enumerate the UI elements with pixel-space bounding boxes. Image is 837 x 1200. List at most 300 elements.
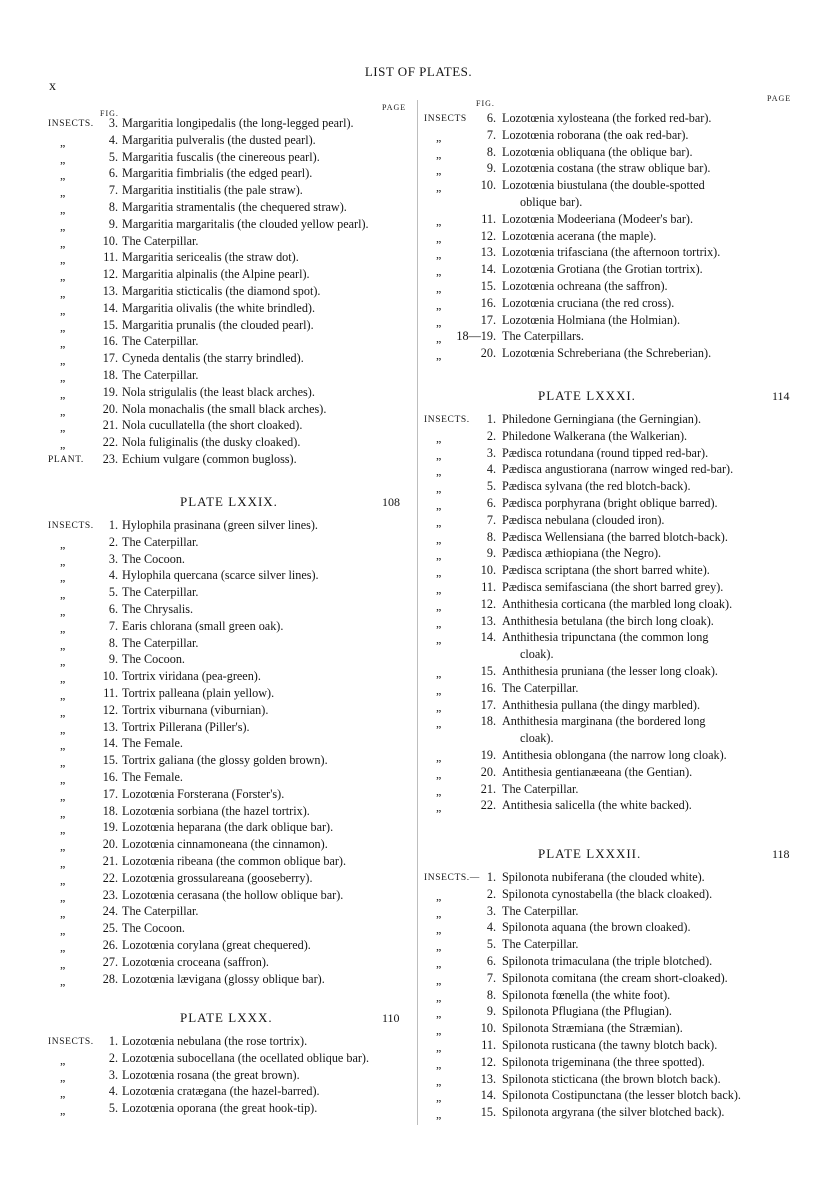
category-label: „ bbox=[60, 788, 66, 803]
plate-entry bbox=[418, 613, 830, 630]
entry-text: Margaritia stramentalis (the chequered straw). bbox=[122, 200, 347, 214]
entry-text: Margaritia fimbrialis (the edged pearl). bbox=[122, 166, 313, 181]
figure-number: 4. bbox=[108, 132, 118, 147]
figure-number: 11. bbox=[481, 211, 496, 226]
figure-number: 13. bbox=[480, 1071, 496, 1086]
figure-number: 4. bbox=[486, 920, 496, 935]
entry-text: Lozotœnia sorbiana (the hazel tortrix). bbox=[122, 803, 310, 818]
category-label: „ bbox=[436, 297, 442, 312]
category-label: „ bbox=[60, 286, 66, 300]
entry-text: Pædisca scriptana (the short barred white). bbox=[502, 563, 710, 578]
figure-number: 3. bbox=[486, 903, 496, 918]
figure-number: 14. bbox=[480, 630, 496, 645]
plate-entry bbox=[418, 1104, 830, 1121]
plate-entry bbox=[0, 417, 416, 434]
entry-text: Anthithesia corticana (the marbled long cloak). bbox=[502, 596, 733, 611]
category-label: „ bbox=[60, 353, 66, 368]
figure-number: 7. bbox=[108, 183, 118, 198]
plate-entry bbox=[0, 752, 416, 769]
category-label: „ bbox=[436, 447, 442, 462]
entry-text: Lozotœnia biustulana (the double-spotted bbox=[502, 178, 705, 193]
figure-number: 21. bbox=[102, 854, 118, 868]
figure-number: 18. bbox=[480, 714, 496, 729]
category-label: „ bbox=[436, 800, 442, 815]
category-label: „ bbox=[60, 721, 66, 736]
plate-entry bbox=[0, 1067, 416, 1084]
figure-number: 9. bbox=[486, 161, 496, 176]
category-label: „ bbox=[60, 437, 66, 452]
plate-entry bbox=[0, 300, 416, 317]
plate-entry bbox=[418, 1003, 830, 1020]
category-label: „ bbox=[436, 1107, 442, 1122]
category-label: „ bbox=[436, 498, 442, 512]
category-label: „ bbox=[60, 269, 66, 284]
entry-text: Pædisca semifasciana (the short barred grey). bbox=[502, 580, 724, 594]
entry-text: Lozotœnia acerana (the maple). bbox=[502, 228, 657, 243]
entry-text: Spilonota nubiferana (the clouded white). bbox=[502, 870, 705, 884]
figure-number: 22. bbox=[102, 870, 118, 885]
plate-entry bbox=[418, 797, 830, 814]
figure-number: 13. bbox=[480, 245, 496, 260]
category-label: „ bbox=[60, 973, 66, 988]
figure-number: 8. bbox=[108, 635, 118, 650]
entry-text: Lozotœnia heparana (the dark oblique bar). bbox=[122, 820, 334, 835]
figure-number: 9. bbox=[108, 216, 118, 231]
entry-text: Lozotœnia obliquana (the oblique bar). bbox=[502, 144, 693, 159]
category-label: „ bbox=[60, 553, 66, 568]
figure-number: 12. bbox=[102, 702, 118, 717]
figure-number: 9. bbox=[486, 546, 496, 561]
plate-page-number: 114 bbox=[772, 389, 790, 403]
category-label: „ bbox=[436, 565, 442, 580]
entry-text: Lozotœnia ochreana (the saffron). bbox=[502, 279, 668, 293]
category-label: „ bbox=[436, 264, 442, 279]
figure-number: 10. bbox=[102, 233, 118, 248]
entry-text: Margaritia alpinalis (the Alpine pearl). bbox=[122, 267, 310, 282]
figure-number: 22. bbox=[102, 435, 118, 450]
figure-number: 27. bbox=[102, 954, 118, 969]
category-label: „ bbox=[60, 688, 66, 702]
figure-number: 6. bbox=[486, 954, 496, 968]
plate-entry bbox=[0, 903, 416, 920]
plate-entry bbox=[0, 887, 416, 904]
figure-number: 6. bbox=[108, 602, 118, 616]
category-label: „ bbox=[436, 548, 442, 563]
category-label: „ bbox=[60, 570, 66, 585]
category-label: „ bbox=[436, 247, 442, 262]
entry-text: The Female. bbox=[122, 770, 183, 784]
figure-number: 4. bbox=[486, 462, 496, 477]
entry-text: Spilonota Costipunctana (the lesser blotch back). bbox=[502, 1088, 741, 1103]
figure-number: 20. bbox=[102, 401, 118, 416]
figure-number: 13. bbox=[102, 284, 118, 298]
category-label: „ bbox=[60, 822, 66, 837]
plate-entry bbox=[0, 954, 416, 971]
plate-entry bbox=[0, 182, 416, 199]
category-label: „ bbox=[60, 637, 66, 652]
plate-entry bbox=[418, 177, 830, 211]
figure-number: 14. bbox=[102, 736, 118, 751]
figure-number: 16. bbox=[102, 770, 118, 784]
category-label: „ bbox=[60, 218, 66, 233]
plate-entry bbox=[0, 333, 416, 350]
entry-text: Echium vulgare (common bugloss). bbox=[122, 452, 297, 466]
plate-entry bbox=[418, 512, 830, 529]
figure-number: 8. bbox=[486, 987, 496, 1002]
entry-text: Nola fuliginalis (the dusky cloaked). bbox=[122, 435, 301, 450]
category-label: „ bbox=[436, 1040, 442, 1054]
entry-text: Lozotœnia nebulana (the rose tortrix). bbox=[122, 1034, 308, 1048]
category-label: „ bbox=[60, 620, 66, 635]
entry-text: Spilonota trimaculana (the triple blotched). bbox=[502, 954, 713, 968]
plate-entry bbox=[418, 312, 830, 329]
entry-text: Lozotœnia trifasciana (the afternoon tortrix). bbox=[502, 245, 721, 260]
plate-page-number: 108 bbox=[382, 495, 400, 509]
category-label: „ bbox=[436, 582, 442, 596]
plate-entry bbox=[418, 328, 830, 345]
figure-number: 4. bbox=[108, 1084, 118, 1099]
entry-text: Lozotœnia costana (the straw oblique bar). bbox=[502, 161, 711, 176]
entry-text: The Caterpillar. bbox=[502, 937, 579, 952]
figure-number: 24. bbox=[102, 904, 118, 919]
entry-text: Tortrix palleana (plain yellow). bbox=[122, 686, 275, 700]
category-label: „ bbox=[60, 587, 66, 602]
entry-text: Margaritia sericealis (the straw dot). bbox=[122, 250, 299, 265]
plate-entry bbox=[0, 350, 416, 367]
entry-text: Margaritia prunalis (the clouded pearl). bbox=[122, 317, 314, 332]
category-label: „ bbox=[436, 180, 442, 195]
entry-text: Spilonota aquana (the brown cloaked). bbox=[502, 920, 691, 935]
plate-page-number: 110 bbox=[382, 1011, 400, 1025]
category-label: „ bbox=[60, 755, 66, 770]
figure-number: 18—19. bbox=[456, 329, 496, 344]
category-label: „ bbox=[60, 738, 66, 753]
category-label: „ bbox=[60, 403, 66, 418]
figure-number: 15. bbox=[480, 279, 496, 293]
entry-text: Lozotœnia grossulareana (gooseberry). bbox=[122, 870, 313, 885]
plate-entry bbox=[0, 635, 416, 652]
plate-entry bbox=[0, 836, 416, 853]
entry-text: Margaritia pulveralis (the dusted pearl). bbox=[122, 132, 316, 147]
figure-number: 6. bbox=[486, 496, 496, 510]
figure-number: 6. bbox=[108, 166, 118, 181]
figure-number: 8. bbox=[108, 200, 118, 214]
entry-text: The Caterpillar. bbox=[502, 680, 579, 695]
plate-entry bbox=[418, 680, 830, 697]
entry-continuation: cloak). bbox=[520, 731, 554, 746]
entry-text: Spilonota cynostabella (the black cloaked). bbox=[502, 886, 713, 901]
category-label: „ bbox=[436, 905, 442, 920]
category-label: „ bbox=[60, 1086, 66, 1101]
entry-text: The Caterpillar. bbox=[122, 233, 199, 248]
figure-number: 1. bbox=[486, 412, 496, 426]
figure-number: 21. bbox=[102, 418, 118, 433]
category-label: „ bbox=[436, 331, 442, 346]
category-label: „ bbox=[60, 872, 66, 887]
figure-number: 23. bbox=[102, 452, 118, 466]
category-label: „ bbox=[436, 666, 442, 680]
plate-entry bbox=[0, 367, 416, 384]
category-label: „ bbox=[60, 336, 66, 351]
plate-entry bbox=[418, 697, 830, 714]
figure-number: 15. bbox=[102, 317, 118, 332]
plate-entry bbox=[0, 601, 416, 618]
category-label: INSECTS.— bbox=[424, 873, 480, 883]
category-label: „ bbox=[60, 1052, 66, 1067]
entry-text: Lozotœnia Modeeriana (Modeer's bar). bbox=[502, 211, 694, 226]
entry-text: Lozotœnia lævigana (glossy oblique bar). bbox=[122, 971, 325, 986]
entry-text: The Female. bbox=[122, 736, 183, 751]
entry-text: Lozotœnia cruciana (the red cross). bbox=[502, 295, 675, 310]
plate-entry bbox=[418, 244, 830, 261]
entry-text: Lozotœnia Schreberiana (the Schreberian). bbox=[502, 346, 712, 361]
plate-entry bbox=[418, 869, 830, 886]
entry-text: Lozotœnia Forsterana (Forster's). bbox=[122, 786, 285, 801]
plate-entry bbox=[418, 1054, 830, 1071]
plate-entry bbox=[0, 769, 416, 786]
entry-text: Lozotœnia subocellana (the ocellated oblique bar). bbox=[122, 1050, 370, 1065]
entry-text: Spilonota Stræmiana (the Stræmian). bbox=[502, 1021, 683, 1036]
plate-entry bbox=[418, 345, 830, 362]
figure-number: 5. bbox=[108, 1101, 118, 1116]
figure-number: 1. bbox=[108, 518, 118, 532]
figure-number: 26. bbox=[102, 938, 118, 952]
figure-number: 13. bbox=[102, 719, 118, 734]
category-label: „ bbox=[436, 956, 442, 970]
entry-text: The Cocoon. bbox=[122, 551, 185, 566]
plate-entry bbox=[418, 987, 830, 1004]
running-head: LIST OF PLATES. bbox=[364, 64, 473, 79]
category-label: „ bbox=[60, 319, 66, 334]
plate-entry bbox=[418, 110, 830, 127]
figure-number: 14. bbox=[102, 300, 118, 315]
figure-number: 3. bbox=[108, 116, 118, 130]
figure-number: 15. bbox=[102, 753, 118, 768]
plate-page-number: 118 bbox=[772, 847, 790, 861]
figure-number: 8. bbox=[486, 529, 496, 544]
plate-entry bbox=[418, 1071, 830, 1088]
category-label: „ bbox=[60, 654, 66, 669]
page-number: x bbox=[49, 79, 56, 94]
category-label: „ bbox=[436, 716, 442, 731]
figure-number: 16. bbox=[480, 295, 496, 310]
figure-number: 1. bbox=[486, 870, 496, 884]
entry-text: Hylophila quercana (scarce silver lines). bbox=[122, 568, 319, 583]
entry-text: The Chrysalis. bbox=[122, 602, 194, 616]
entry-text: Margaritia institialis (the pale straw). bbox=[122, 183, 303, 198]
plate-entry bbox=[0, 567, 416, 584]
entry-text: Spilonota Pflugiana (the Pflugian). bbox=[502, 1004, 672, 1019]
entry-text: Margaritia olivalis (the white brindled). bbox=[122, 300, 316, 315]
plate-entry bbox=[418, 903, 830, 920]
category-label: INSECTS. bbox=[48, 1037, 94, 1047]
plate-entry bbox=[0, 819, 416, 836]
entry-text: Margaritia margaritalis (the clouded yellow pearl). bbox=[122, 216, 369, 231]
category-label: „ bbox=[436, 783, 442, 798]
plate-entry bbox=[0, 434, 416, 451]
figure-number: 15. bbox=[480, 1105, 496, 1120]
plate-entry bbox=[0, 803, 416, 820]
category-label: „ bbox=[436, 314, 442, 329]
plate-entry bbox=[0, 216, 416, 233]
entry-text: Pædisca angustiorana (narrow winged red-bar). bbox=[502, 462, 734, 477]
figure-number: 20. bbox=[102, 837, 118, 852]
category-label: „ bbox=[60, 302, 66, 317]
plate-entry bbox=[418, 764, 830, 781]
entry-text: Anthithesia pruniana (the lesser long cloak). bbox=[502, 664, 718, 678]
plate-entry bbox=[0, 317, 416, 334]
figure-number: 16. bbox=[102, 334, 118, 349]
plate-entry bbox=[418, 1037, 830, 1054]
category-label: „ bbox=[60, 856, 66, 870]
entry-continuation: oblique bar). bbox=[520, 194, 583, 209]
plate-entry bbox=[0, 384, 416, 401]
figure-number: 25. bbox=[102, 921, 118, 936]
entry-text: Antithesia gentianæeana (the Gentian). bbox=[502, 764, 693, 779]
figure-number: 14. bbox=[480, 262, 496, 277]
plate-entry bbox=[0, 165, 416, 182]
plate-entry bbox=[0, 132, 416, 149]
entry-text: The Cocoon. bbox=[122, 652, 185, 667]
entry-text: The Caterpillar. bbox=[122, 534, 199, 549]
figure-number: 10. bbox=[480, 563, 496, 578]
category-label: „ bbox=[60, 386, 66, 401]
entry-text: Tortrix viburnana (viburnian). bbox=[122, 702, 269, 717]
plate-entry bbox=[418, 747, 830, 764]
figure-number: 7. bbox=[108, 618, 118, 633]
figure-number: 17. bbox=[480, 312, 496, 327]
figure-number: 2. bbox=[108, 534, 118, 549]
category-label: „ bbox=[60, 906, 66, 921]
figure-number: 2. bbox=[108, 1050, 118, 1065]
entry-text: Spilonota argyrana (the silver blotched back). bbox=[502, 1105, 725, 1120]
entry-text: The Caterpillar. bbox=[122, 635, 199, 650]
figure-number: 17. bbox=[102, 351, 118, 366]
figure-number: 23. bbox=[102, 887, 118, 902]
entry-text: Pædisca porphyrana (bright oblique barred). bbox=[502, 496, 718, 510]
figure-number: 16. bbox=[480, 680, 496, 695]
figure-number: 4. bbox=[108, 568, 118, 583]
figure-number: 22. bbox=[480, 798, 496, 813]
category-label: „ bbox=[436, 163, 442, 178]
entry-text: Lozotœnia oporana (the great hook-tip). bbox=[122, 1101, 318, 1116]
category-label: PLANT. bbox=[48, 455, 84, 465]
category-label: „ bbox=[60, 604, 66, 618]
figure-number: 7. bbox=[486, 970, 496, 985]
entry-text: Lozotœnia xylosteana (the forked red-bar). bbox=[502, 111, 712, 125]
figure-number: 10. bbox=[480, 178, 496, 193]
plate-entry bbox=[0, 618, 416, 635]
figure-number: 12. bbox=[480, 596, 496, 611]
category-label: „ bbox=[436, 146, 442, 161]
category-label: „ bbox=[436, 598, 442, 613]
entry-text: Tortrix viridana (pea-green). bbox=[122, 669, 261, 684]
figure-number: 6. bbox=[486, 111, 496, 125]
category-label: „ bbox=[436, 1056, 442, 1071]
category-label: „ bbox=[60, 805, 66, 820]
figure-number: 28. bbox=[102, 971, 118, 986]
figure-number: 3. bbox=[108, 1067, 118, 1082]
plate-entry bbox=[0, 534, 416, 551]
category-label: „ bbox=[436, 464, 442, 479]
plate-entry bbox=[418, 886, 830, 903]
entry-text: Lozotœnia rosana (the great brown). bbox=[122, 1067, 300, 1082]
figure-number: 20. bbox=[480, 346, 496, 361]
right-column bbox=[418, 0, 837, 1200]
category-label: „ bbox=[60, 151, 66, 166]
entry-text: Lozotœnia cerasana (the hollow oblique bar). bbox=[122, 887, 344, 902]
figure-number: 5. bbox=[108, 149, 118, 164]
plate-entry bbox=[0, 853, 416, 870]
plate-title: PLATE LXXX. bbox=[180, 1010, 273, 1025]
category-label: „ bbox=[436, 230, 442, 245]
plate-entry bbox=[418, 970, 830, 987]
entry-text: The Cocoon. bbox=[122, 921, 185, 936]
plate-entry bbox=[418, 445, 830, 462]
category-label: „ bbox=[436, 615, 442, 630]
entry-text: Lozotœnia cinnamoneana (the cinnamon). bbox=[122, 837, 328, 852]
category-label: „ bbox=[60, 536, 66, 551]
figure-number: 17. bbox=[480, 697, 496, 712]
plate-entry bbox=[0, 920, 416, 937]
category-label: „ bbox=[60, 235, 66, 250]
entry-text: Spilonota comitana (the cream short-cloaked). bbox=[502, 970, 728, 985]
category-label: „ bbox=[436, 514, 442, 529]
entry-text: Philedone Walkerana (the Walkerian). bbox=[502, 428, 688, 443]
figure-number: 3. bbox=[486, 445, 496, 460]
plate-title: PLATE LXXIX. bbox=[180, 494, 278, 509]
category-label: „ bbox=[436, 430, 442, 445]
plate-entry bbox=[418, 1020, 830, 1037]
fig-label: FIG. bbox=[476, 99, 495, 108]
entry-text: Pædisca nebulana (clouded iron). bbox=[502, 512, 665, 527]
entry-text: Lozotœnia ribeana (the common oblique bar). bbox=[122, 854, 347, 868]
entry-text: The Caterpillar. bbox=[122, 904, 199, 919]
category-label: „ bbox=[436, 750, 442, 764]
entry-text: Nola monachalis (the small black arches). bbox=[122, 401, 327, 416]
plate-entry bbox=[0, 971, 416, 988]
entry-text: Tortrix galiana (the glossy golden brown). bbox=[122, 753, 328, 768]
category-label: „ bbox=[60, 889, 66, 904]
category-label: „ bbox=[436, 632, 442, 647]
plate-entry bbox=[418, 428, 830, 445]
category-label: „ bbox=[436, 766, 442, 781]
entry-text: The Caterpillar. bbox=[502, 903, 579, 918]
plate-entry bbox=[418, 596, 830, 613]
figure-number: 21. bbox=[480, 781, 496, 796]
entry-text: Lozotœnia corylana (great chequered). bbox=[122, 938, 311, 952]
entry-text: Pædisca Wellensiana (the barred blotch-back). bbox=[502, 529, 728, 544]
plate-entry bbox=[0, 937, 416, 954]
category-label: „ bbox=[60, 252, 66, 267]
figure-number: 5. bbox=[486, 937, 496, 952]
figure-number: 3. bbox=[108, 551, 118, 566]
category-label: „ bbox=[60, 956, 66, 971]
plate-entry bbox=[0, 735, 416, 752]
entry-text: Anthithesia tripunctana (the common long bbox=[502, 630, 709, 645]
plate-entry bbox=[0, 870, 416, 887]
figure-number: 12. bbox=[480, 1054, 496, 1069]
entry-text: Cyneda dentalis (the starry brindled). bbox=[122, 351, 304, 366]
figure-number: 2. bbox=[486, 428, 496, 443]
plate-entry bbox=[0, 551, 416, 568]
plate-entry bbox=[418, 1087, 830, 1104]
figure-number: 15. bbox=[480, 664, 496, 678]
category-label: „ bbox=[436, 281, 442, 295]
category-label: „ bbox=[436, 972, 442, 987]
plate-entry bbox=[0, 651, 416, 668]
plate-entry bbox=[418, 278, 830, 295]
